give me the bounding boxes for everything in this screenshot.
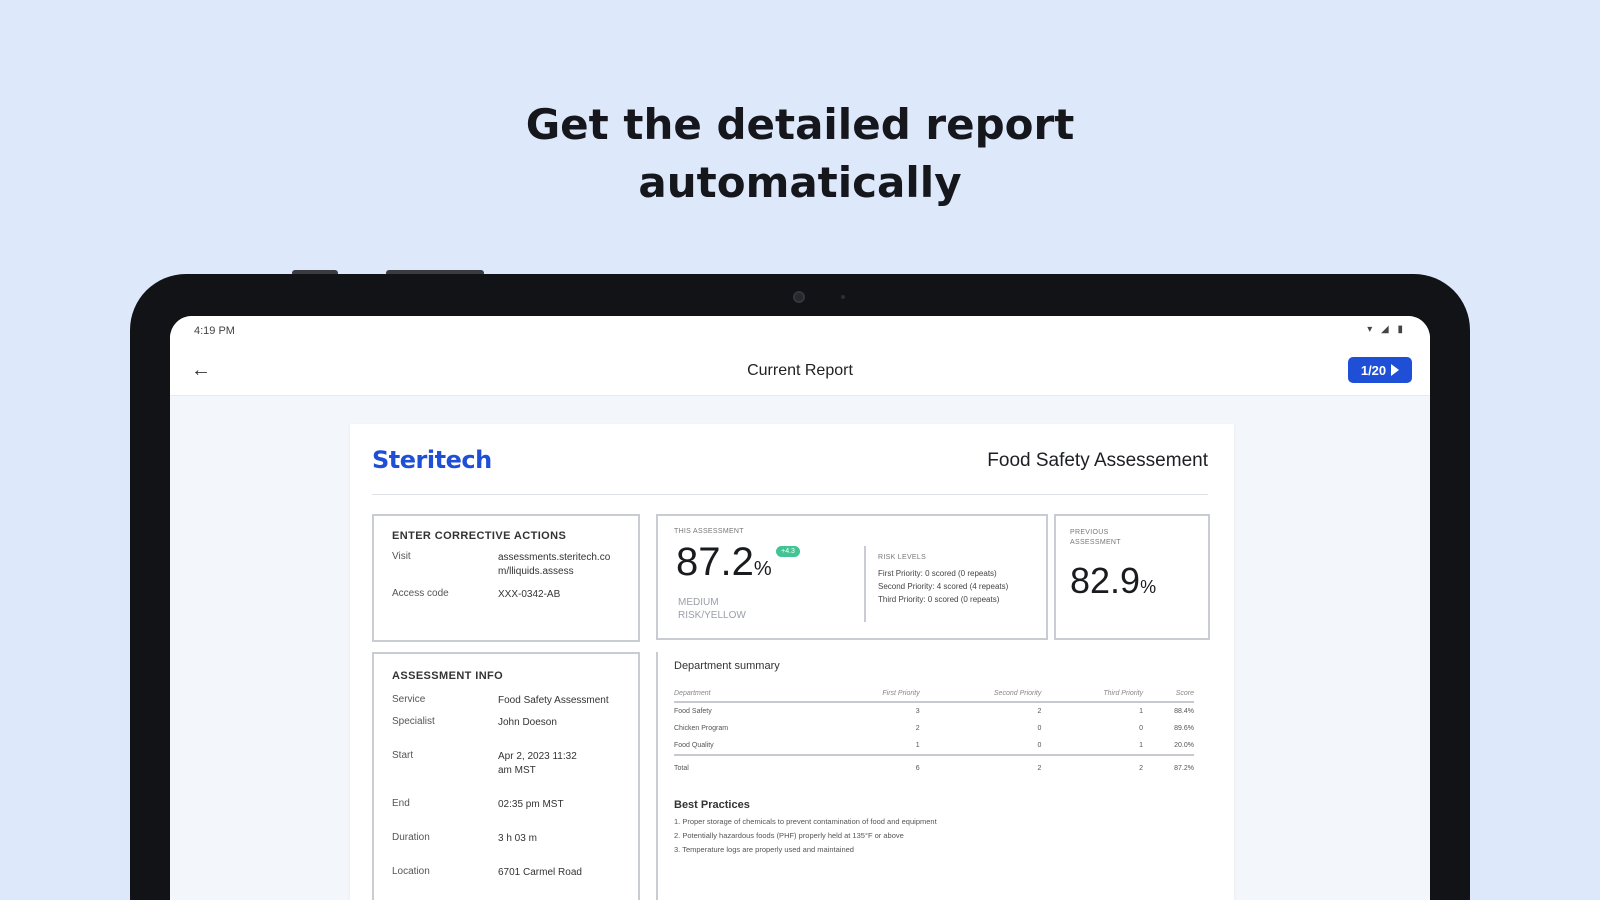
column-header: Third Priority bbox=[1041, 686, 1143, 702]
risk-rating bbox=[678, 596, 746, 622]
corrective-key: Visit bbox=[392, 551, 411, 562]
table-cell: Chicken Program bbox=[674, 725, 729, 732]
header-divider bbox=[372, 494, 1208, 495]
headline bbox=[0, 96, 1600, 212]
info-value: Food Safety Assessment bbox=[498, 695, 609, 706]
previous-score bbox=[1070, 560, 1156, 602]
table-cell: 1 bbox=[1139, 708, 1144, 715]
info-key: Specialist bbox=[392, 716, 435, 727]
table-row bbox=[674, 720, 1194, 737]
table-cell: 6 bbox=[824, 755, 920, 777]
info-row bbox=[392, 750, 620, 778]
card-divider bbox=[864, 546, 866, 622]
page-title: Current Report bbox=[747, 362, 853, 379]
info-key: Duration bbox=[392, 832, 430, 843]
previous-assessment-card bbox=[1054, 514, 1210, 640]
table-cell: 2 bbox=[1037, 708, 1042, 715]
table-cell: 2 bbox=[920, 755, 1042, 777]
table-cell: 3 bbox=[915, 708, 920, 715]
column-header: Score bbox=[1143, 686, 1194, 702]
table-cell: 20.0% bbox=[1174, 742, 1194, 749]
info-key: End bbox=[392, 798, 410, 809]
table-total-row bbox=[674, 755, 1194, 777]
table-cell: Total bbox=[674, 755, 824, 777]
headline-line-1: Get the detailed report bbox=[525, 100, 1075, 149]
best-practice-item: 1. Proper storage of chemicals to prevent contamination of food and equipment bbox=[674, 817, 937, 826]
table-row bbox=[674, 702, 1194, 720]
status-icons: ▾ ◢ ▮ bbox=[1367, 324, 1406, 335]
corrective-key: Access code bbox=[392, 588, 449, 599]
headline-line-2: automatically bbox=[638, 158, 962, 207]
table-cell: 1 bbox=[915, 742, 920, 749]
info-row bbox=[392, 716, 620, 730]
table-cell: 88.4% bbox=[1174, 708, 1194, 715]
info-value: John Doeson bbox=[498, 717, 557, 728]
table-row bbox=[674, 737, 1194, 755]
risk-rating-line-1: MEDIUM bbox=[678, 597, 719, 608]
info-key: Location bbox=[392, 866, 430, 877]
previous-label-line-1: PREVIOUS bbox=[1070, 529, 1109, 536]
department-table bbox=[674, 686, 1194, 777]
current-score-unit: % bbox=[753, 558, 772, 580]
table-cell: 1 bbox=[1139, 742, 1144, 749]
best-practices bbox=[674, 799, 1194, 854]
risk-levels bbox=[878, 554, 1008, 606]
info-key: Start bbox=[392, 750, 414, 761]
status-time: 4:19 PM bbox=[194, 325, 235, 337]
previous-score-unit: % bbox=[1140, 577, 1157, 597]
report-title: Food Safety Assessement bbox=[987, 450, 1208, 471]
info-value: 6701 Carmel Road bbox=[498, 867, 582, 878]
column-header: Second Priority bbox=[920, 686, 1042, 702]
table-cell: 2 bbox=[1041, 755, 1143, 777]
department-summary-heading: Department summary bbox=[674, 660, 780, 672]
department-table-header bbox=[674, 686, 1194, 702]
info-value: 3 h 03 m bbox=[498, 833, 537, 844]
previous-score-value: 82.9 bbox=[1070, 560, 1141, 601]
previous-assessment-label bbox=[1070, 528, 1121, 548]
next-page-button[interactable] bbox=[1348, 357, 1412, 383]
report-document[interactable] bbox=[350, 424, 1234, 900]
risk-level-item: Second Priority: 4 scored (4 repeats) bbox=[878, 582, 1009, 591]
section-divider bbox=[656, 652, 658, 900]
info-value: 02:35 pm MST bbox=[498, 799, 564, 810]
info-row bbox=[392, 866, 620, 880]
tablet-screen bbox=[170, 316, 1430, 900]
best-practice-item: 2. Potentially hazardous foods (PHF) properly held at 135°F or above bbox=[674, 831, 904, 840]
risk-levels-label: RISK LEVELS bbox=[878, 554, 927, 561]
table-cell: 0 bbox=[1037, 742, 1042, 749]
current-score bbox=[676, 540, 800, 585]
status-bar bbox=[170, 316, 1430, 346]
assessment-info-card bbox=[372, 652, 640, 900]
info-row bbox=[392, 798, 620, 812]
play-icon bbox=[1391, 364, 1399, 376]
corrective-actions-heading: ENTER CORRECTIVE ACTIONS bbox=[392, 530, 567, 542]
table-cell: 0 bbox=[1139, 725, 1144, 732]
table-cell: 0 bbox=[1037, 725, 1042, 732]
back-arrow-icon[interactable]: ← bbox=[191, 359, 211, 381]
best-practice-item: 3. Temperature logs are properly used and maintained bbox=[674, 845, 854, 854]
corrective-row bbox=[392, 551, 620, 579]
light-sensor bbox=[841, 295, 845, 299]
info-row bbox=[392, 832, 620, 846]
table-cell: Food Quality bbox=[674, 742, 714, 749]
column-header: Department bbox=[674, 686, 824, 702]
table-cell: Food Safety bbox=[674, 708, 712, 715]
front-camera bbox=[793, 291, 805, 303]
info-value: Apr 2, 2023 11:32 am MST bbox=[498, 751, 577, 776]
risk-rating-line-2: RISK/YELLOW bbox=[678, 610, 746, 621]
corrective-actions-card bbox=[372, 514, 640, 642]
app-bar bbox=[170, 346, 1430, 396]
assessment-info-heading: ASSESSMENT INFO bbox=[392, 670, 504, 682]
current-score-value: 87.2 bbox=[676, 540, 754, 584]
table-cell: 87.2% bbox=[1143, 755, 1194, 777]
table-cell: 2 bbox=[915, 725, 920, 732]
page-count-label: 1/20 bbox=[1360, 362, 1387, 378]
score-change-badge: +4.3 bbox=[776, 546, 800, 557]
access-code-value: XXX-0342-AB bbox=[498, 589, 561, 600]
risk-level-item: First Priority: 0 scored (0 repeats) bbox=[878, 569, 997, 578]
steritech-logo: Steritech bbox=[372, 446, 492, 474]
risk-level-item: Third Priority: 0 scored (0 repeats) bbox=[878, 595, 1000, 604]
info-row bbox=[392, 694, 620, 708]
previous-label-line-2: ASSESSMENT bbox=[1070, 539, 1121, 546]
table-cell: 89.6% bbox=[1174, 725, 1194, 732]
department-summary bbox=[674, 660, 1194, 854]
corrective-link[interactable]: assessments.steritech.com/lliquids.assess bbox=[498, 552, 611, 577]
info-key: Service bbox=[392, 694, 426, 705]
corrective-row bbox=[392, 588, 620, 602]
column-header: First Priority bbox=[824, 686, 920, 702]
this-assessment-label: THIS ASSESSMENT bbox=[674, 528, 744, 535]
best-practices-heading: Best Practices bbox=[674, 799, 750, 811]
this-assessment-card bbox=[656, 514, 1048, 640]
